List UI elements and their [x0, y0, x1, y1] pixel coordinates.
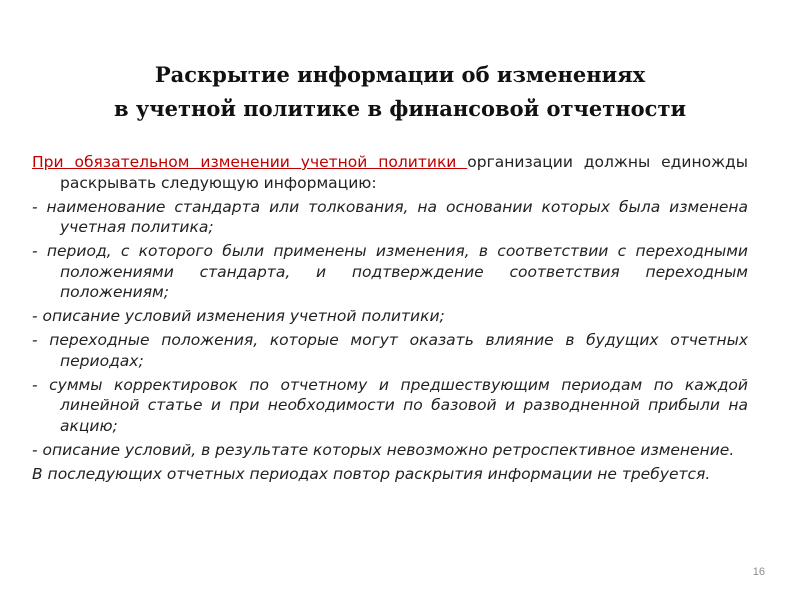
- list-item: - переходные положения, которые могут оказать влияние в будущих отчетных периодах;: [32, 331, 748, 370]
- intro-highlight: При обязательном изменении учетной политики: [32, 153, 468, 171]
- list-item: - наименование стандарта или толкования, на основании которых была изменена учетная политика;: [32, 197, 748, 236]
- intro-rest: организации должны единожды раскрывать следующую информацию:: [60, 153, 748, 192]
- slide-title-line-2: в учетной политике в финансовой отчетности: [113, 96, 687, 121]
- page-number: 16: [752, 566, 765, 578]
- slide-title-line-1: Раскрытие информации об изменениях: [154, 62, 646, 87]
- intro-paragraph: [32, 152, 748, 193]
- closing-paragraph: В последующих отчетных периодах повтор раскрытия информации не требуется.: [32, 464, 711, 483]
- slide-body: [32, 152, 748, 488]
- list-item: - суммы корректировок по отчетному и предшествующим периодам по каждой линейной статье и при необходимости по базовой и разводненной прибыли на акцию;: [32, 375, 748, 435]
- list-item: - описание условий изменения учетной политики;: [32, 307, 445, 325]
- slide-title: [40, 58, 760, 126]
- list-item: - период, с которого были применены изменения, в соответствии с переходными положениями стандарта, и подтверждение соответствия переходным положениям;: [32, 242, 748, 301]
- list-item: - описание условий, в результате которых невозможно ретроспективное изменение.: [32, 440, 735, 459]
